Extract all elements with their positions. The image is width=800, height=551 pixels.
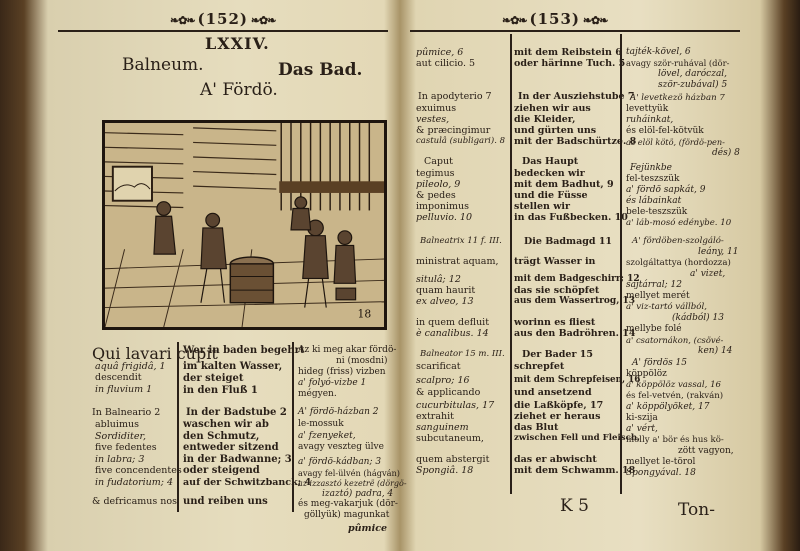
hungarian-line: izaztó) padra, 4 bbox=[322, 489, 394, 499]
latin-line: Balneator 15 m. III. bbox=[420, 349, 505, 359]
catchword-left: pûmice bbox=[348, 523, 388, 534]
german-line: trägt Wasser in bbox=[514, 256, 596, 267]
german-line: und gürten uns bbox=[514, 125, 597, 136]
hungarian-line: a' köppölyöket, 17 bbox=[626, 402, 710, 412]
hungarian-line: hideg (friss) vizben bbox=[298, 367, 386, 377]
latin-line: in quem defluit bbox=[416, 317, 490, 328]
german-line: die Kleider, bbox=[514, 114, 576, 125]
title-german: Das Bad. bbox=[278, 60, 363, 80]
hungarian-line: az elöl kötö, (fördö-pen- bbox=[626, 137, 725, 147]
german-line: im kalten Wasser, bbox=[183, 361, 283, 372]
latin-line: sanguinem bbox=[416, 422, 469, 433]
german-line: bedecken wir bbox=[514, 168, 585, 179]
hungarian-line: a' láb-mosó edénybe. 10 bbox=[626, 218, 732, 228]
title-hungarian: A' Fördö. bbox=[200, 80, 278, 100]
bathhouse-woodcut bbox=[102, 120, 387, 330]
german-line: ziehen wir aus bbox=[514, 103, 591, 114]
german-line: Wer in baden begehrt bbox=[183, 345, 305, 356]
hungarian-line: a' fzenyeket, bbox=[298, 431, 356, 441]
chapter-number: LXXIV. bbox=[205, 34, 270, 53]
latin-line: scalpro; 16 bbox=[416, 375, 470, 386]
left-page bbox=[40, 0, 407, 551]
hungarian-line: a' vizet, bbox=[690, 269, 726, 279]
hungarian-line: tajték-kövel, 6 bbox=[626, 47, 691, 57]
hungarian-line: zött vagyon, bbox=[678, 446, 734, 456]
page-number-right: (153) bbox=[529, 10, 580, 28]
german-line: waschen wir ab bbox=[183, 419, 269, 430]
latin-line: situlâ; 12 bbox=[416, 274, 461, 285]
german-line: und reiben uns bbox=[183, 496, 268, 507]
hungarian-line: ken) 14 bbox=[698, 346, 733, 356]
hungarian-line: A' fördö-házban 2 bbox=[298, 407, 379, 417]
hungarian-line: a' fördö-kádban; 3 bbox=[298, 457, 382, 467]
latin-line: castulâ (subligari). 8 bbox=[416, 136, 506, 146]
hungarian-line: avagy veszteg ülve bbox=[298, 442, 384, 452]
latin-line: Caput bbox=[424, 156, 453, 167]
german-line: entweder sitzend bbox=[183, 442, 279, 453]
hungarian-line: ruháinkat, bbox=[626, 115, 674, 125]
german-line: das Blut bbox=[514, 422, 559, 433]
german-line: ziehet er heraus bbox=[514, 411, 601, 422]
column-divider-1 bbox=[510, 34, 512, 494]
hungarian-line: dés) 8 bbox=[712, 148, 740, 158]
latin-line: ex alveo, 13 bbox=[416, 296, 474, 307]
latin-line: scarificat bbox=[416, 361, 461, 372]
latin-line: In apodyterio 7 bbox=[418, 91, 492, 102]
latin-line: In Balneario 2 bbox=[92, 407, 161, 418]
latin-line: Qui lavari cupit bbox=[92, 344, 218, 363]
woodcut-label-18: 18 bbox=[357, 307, 372, 321]
latin-line: abluimus bbox=[95, 419, 139, 430]
latin-line: pelluvio. 10 bbox=[416, 212, 472, 223]
hungarian-line: mellyet le-törol bbox=[626, 457, 696, 467]
latin-line: pileolo, 9 bbox=[416, 179, 461, 190]
german-line: aus dem Wassertrog, 13 bbox=[514, 296, 635, 306]
hungarian-line: és meg-vakarjuk (dör- bbox=[298, 499, 398, 509]
latin-line: & applicando bbox=[416, 387, 481, 398]
latin-line: Spongiâ. 18 bbox=[416, 465, 474, 476]
german-line: in das Fußbecken. 10 bbox=[514, 212, 628, 223]
german-line: oder steigend bbox=[183, 465, 260, 476]
latin-line: exuimus bbox=[416, 103, 457, 114]
hungarian-line: és fel-vetvén, (rakván) bbox=[626, 391, 724, 401]
hungarian-line: ni (mosdni) bbox=[336, 356, 388, 366]
latin-line: tegimus bbox=[416, 168, 455, 179]
latin-line: in fluvium 1 bbox=[95, 384, 153, 395]
latin-line: in fudatorium; 4 bbox=[95, 477, 174, 488]
german-line: stellen wir bbox=[514, 201, 571, 212]
hungarian-line: a' fördö sapkát, 9 bbox=[626, 185, 706, 195]
german-line: mit dem Badgeschirr; 12 bbox=[514, 274, 640, 284]
hungarian-line: lövel, daróczal, bbox=[658, 69, 728, 79]
german-line: und die Füsse bbox=[514, 190, 588, 201]
german-line: in den Fluß 1 bbox=[183, 385, 258, 396]
german-line: Die Badmagd 11 bbox=[524, 236, 613, 247]
german-line: den Schmutz, bbox=[183, 431, 260, 442]
german-line: mit der Badschürtze. 8 bbox=[514, 136, 637, 147]
hungarian-line: fel-teszszük bbox=[626, 174, 680, 184]
hungarian-line: és elöl-fel-kötvük bbox=[626, 126, 704, 136]
hungarian-line: A' fördöben-szolgáló- bbox=[632, 236, 724, 246]
page-header-left: ❧✿❧ (152) ❧✿❧ bbox=[170, 10, 276, 28]
german-line: Der Bader 15 bbox=[522, 349, 593, 360]
hungarian-line: Az ki meg akar fördö- bbox=[298, 345, 397, 355]
latin-line: five fedentes bbox=[95, 442, 157, 453]
german-line: der steiget bbox=[183, 373, 244, 384]
latin-line: è canalibus. 14 bbox=[416, 328, 489, 339]
german-line: In der Badstube 2 bbox=[186, 407, 287, 418]
hungarian-line: ször-zubával) 5 bbox=[658, 80, 728, 90]
german-line: und ansetzend bbox=[514, 387, 592, 398]
latin-line: vestes, bbox=[416, 114, 450, 125]
german-line: oder härinne Tuch. 5 bbox=[514, 58, 626, 69]
catchword-right: Ton- bbox=[678, 500, 715, 520]
latin-line: extrahit bbox=[416, 411, 454, 422]
latin-line: aquâ frigidâ, 1 bbox=[95, 361, 166, 372]
header-rule-left bbox=[58, 30, 388, 32]
latin-line: imponimus bbox=[416, 201, 470, 212]
header-rule-right bbox=[410, 30, 740, 32]
latin-line: Balneatrix 11 f. III. bbox=[420, 236, 502, 246]
german-line: mit dem Schrepfeisen, 16 bbox=[514, 375, 641, 385]
latin-line: pûmice, 6 bbox=[416, 47, 464, 58]
hungarian-line: A' levetkezö házban 7 bbox=[630, 93, 725, 103]
hungarian-line: avagy fel-ülvén (hágván) bbox=[298, 468, 400, 478]
hungarian-line: mégyen. bbox=[298, 389, 337, 399]
latin-line: descendit bbox=[95, 372, 142, 383]
latin-line: quam haurit bbox=[416, 285, 476, 296]
german-line: mit dem Schwamm. 18 bbox=[514, 465, 636, 476]
right-page bbox=[402, 0, 757, 551]
hungarian-line: szolgáltattya (hordozza) bbox=[626, 258, 731, 268]
hungarian-line: (kádból) 13 bbox=[672, 313, 724, 323]
title-latin: Balneum. bbox=[122, 55, 204, 75]
page-header-right: ❧✿❧ (153) ❧✿❧ bbox=[502, 10, 608, 28]
german-line: Das Haupt bbox=[522, 156, 579, 167]
hungarian-line: leány, 11 bbox=[698, 247, 739, 257]
latin-line: Sordiditer, bbox=[95, 431, 146, 442]
german-line: die Laßköpfe, 17 bbox=[514, 400, 604, 411]
latin-line: & defricamus nos bbox=[92, 496, 177, 507]
german-line: schrepfet bbox=[514, 361, 565, 372]
german-line: mit dem Reibstein 6 bbox=[514, 47, 622, 58]
german-line: aus den Badröhren. 14 bbox=[514, 328, 636, 339]
latin-line: in labra; 3 bbox=[95, 454, 145, 465]
hungarian-line: bele-teszszük bbox=[626, 207, 688, 217]
hungarian-line: Fejünkbe bbox=[630, 163, 673, 173]
latin-line: & præcingimur bbox=[416, 125, 491, 136]
hungarian-line: Spongyával. 18 bbox=[626, 468, 696, 478]
german-line: mit dem Badhut, 9 bbox=[514, 179, 614, 190]
latin-line: ministrat aquam, bbox=[416, 256, 499, 267]
german-line: das er abwischt bbox=[514, 454, 597, 465]
german-line: worinn es fliest bbox=[514, 317, 596, 328]
bathhouse-scene-illustration bbox=[105, 123, 384, 327]
hungarian-line: göllyük) magunkat bbox=[304, 510, 390, 520]
column-divider-1 bbox=[177, 342, 179, 512]
hungarian-line: a' vért, bbox=[626, 424, 658, 434]
hungarian-line: és lábainkat bbox=[626, 196, 682, 206]
hungarian-line: mellyet merét bbox=[626, 291, 690, 301]
hungarian-line: ki-szija bbox=[626, 413, 658, 423]
german-line: auf der Schwitzbanck; 4 bbox=[183, 477, 312, 488]
latin-line: subcutaneum, bbox=[416, 433, 484, 444]
german-line: das sie schöpfet bbox=[514, 285, 600, 296]
hungarian-line: mellybe folé bbox=[626, 324, 682, 334]
column-divider-2 bbox=[620, 34, 622, 494]
hungarian-line: a' viz-tartó vállból, bbox=[626, 302, 707, 312]
german-line: zwischen Fell und Fleisch, bbox=[514, 433, 641, 443]
latin-line: five concendentes bbox=[95, 465, 182, 476]
hungarian-line: az izzasztó kezetrë (dörgö- bbox=[298, 479, 407, 488]
hungarian-line: a' csatornákon, (csövé- bbox=[626, 335, 724, 345]
hungarian-line: levettyük bbox=[626, 104, 669, 114]
hungarian-line: köppölöz bbox=[626, 369, 667, 379]
hungarian-line: a' folyó-vizbe 1 bbox=[298, 378, 367, 388]
hungarian-line: a' köppölöz vassal, 16 bbox=[626, 380, 722, 390]
german-line: In der Ausziehstube 7 bbox=[518, 91, 635, 102]
german-line: in der Badwanne; 3 bbox=[183, 454, 292, 465]
latin-line: aut cilicio. 5 bbox=[416, 58, 476, 69]
hungarian-line: sajtárral; 12 bbox=[626, 280, 682, 290]
page-number-left: (152) bbox=[197, 10, 248, 28]
signature-mark: K 5 bbox=[560, 496, 589, 516]
latin-line: quem abstergit bbox=[416, 454, 490, 465]
hungarian-line: A' fördös 15 bbox=[632, 358, 687, 368]
hungarian-line: avagy ször-ruhával (dör- bbox=[626, 58, 730, 68]
hungarian-line: melly a' bör és hus kö- bbox=[626, 435, 724, 445]
hungarian-line: le-mossuk bbox=[298, 419, 344, 429]
latin-line: cucurbitulas, 17 bbox=[416, 400, 495, 411]
latin-line: & pedes bbox=[416, 190, 456, 201]
